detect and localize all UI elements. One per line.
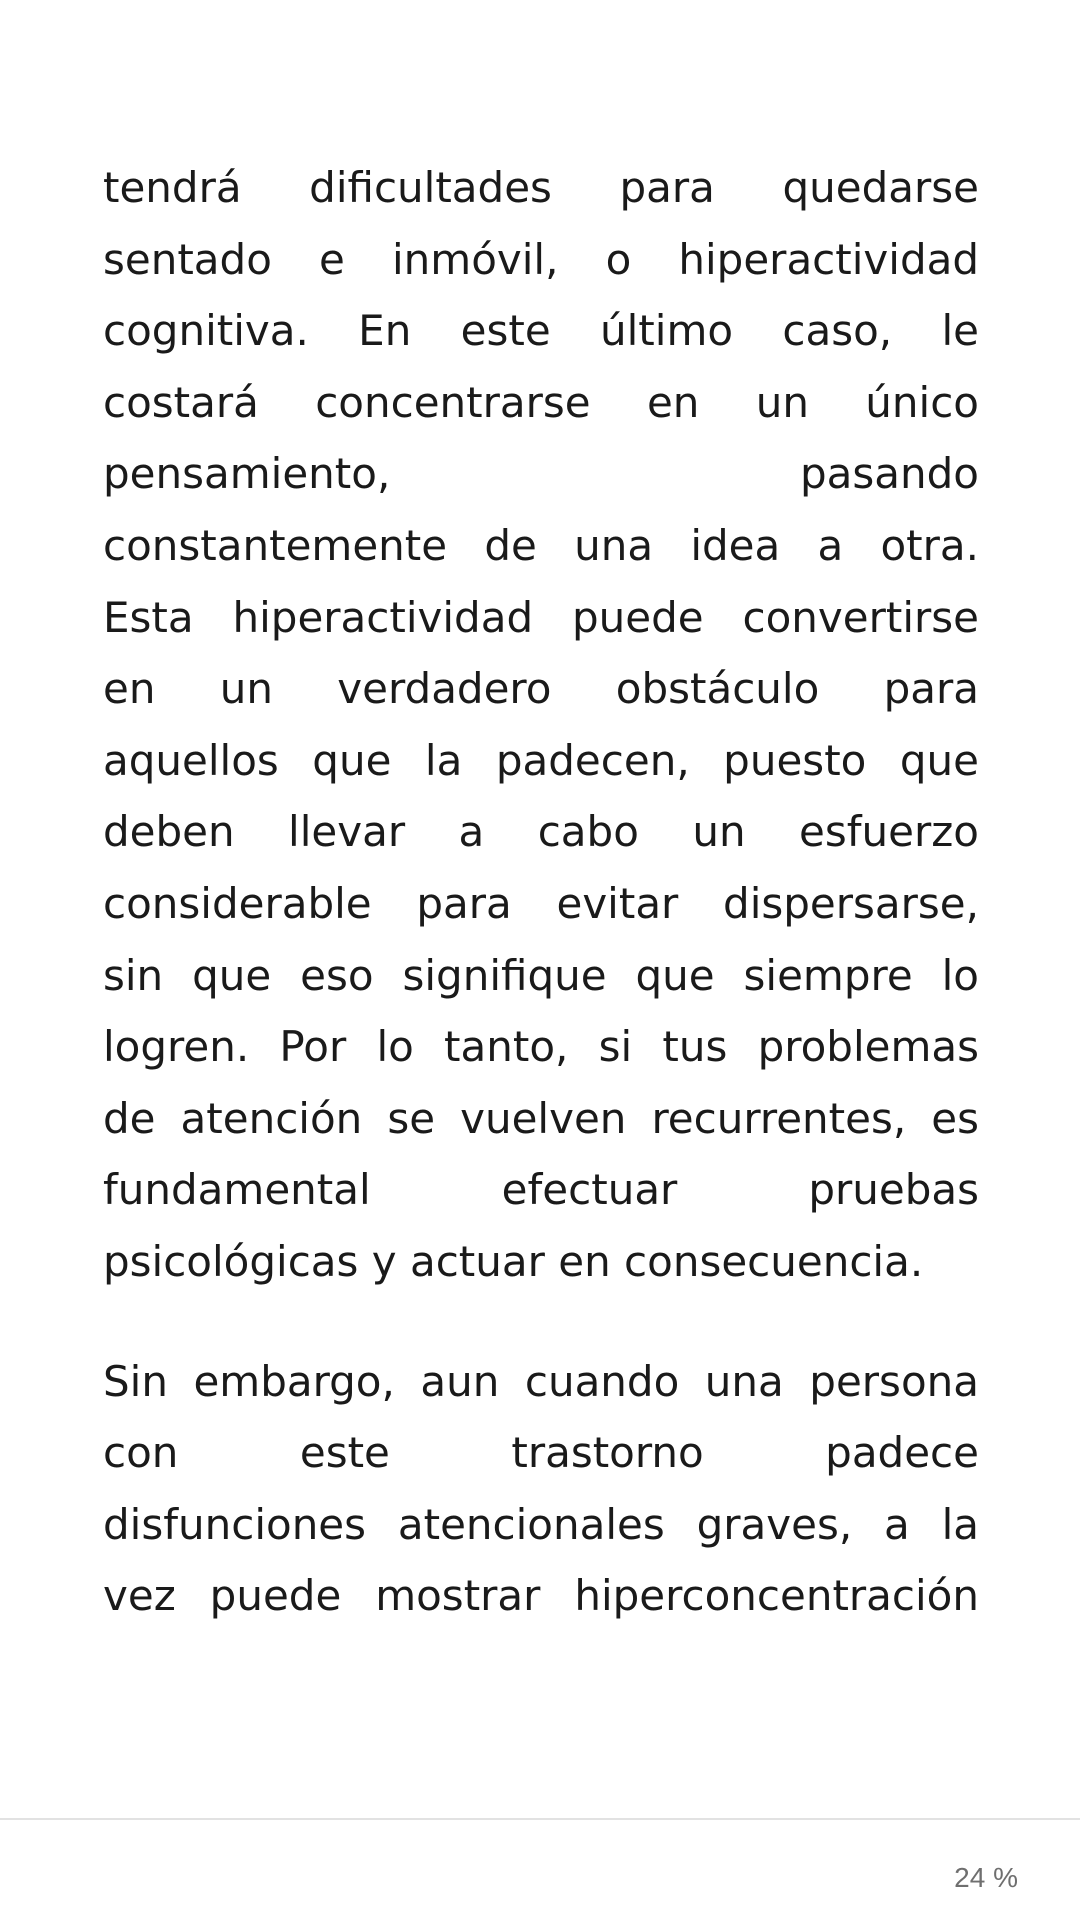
text-line: cognitiva. En este último caso, le (103, 306, 979, 356)
text-line: sin que eso signifique que siempre lo (103, 950, 979, 1000)
text-line: sentado e inmóvil, o hiperactividad (103, 234, 979, 284)
text-line: de atención se vuelven recurrentes, es (103, 1093, 979, 1143)
text-line: deben llevar a cabo un esfuerzo (103, 807, 979, 857)
paragraph (103, 1346, 979, 1632)
text-line: constantemente de una idea a otra. (103, 520, 979, 570)
text-line: Esta hiperactividad puede convertirse (103, 592, 979, 642)
text-line: costará concentrarse en un único (103, 377, 979, 427)
text-line: Sin embargo, aun cuando una persona (103, 1356, 979, 1406)
text-line: en un verdadero obstáculo para (103, 664, 979, 714)
paragraph (103, 152, 979, 1298)
text-line: psicológicas y actuar en consecuencia. (103, 1236, 924, 1286)
text-line: disfunciones atencionales graves, a la (103, 1499, 979, 1549)
text-line: vez puede mostrar hiperconcentración (103, 1571, 979, 1621)
text-line: logren. Por lo tanto, si tus problemas (103, 1022, 979, 1072)
text-line: aquellos que la padecen, puesto que (103, 735, 979, 785)
text-line: tendrá dificultades para quedarse (103, 163, 979, 212)
text-line: fundamental efectuar pruebas (103, 1165, 979, 1215)
text-line: con este trastorno padece (103, 1428, 979, 1478)
page-content[interactable] (103, 152, 979, 1680)
reading-progress: 24 % (954, 1862, 1018, 1893)
footer-divider (0, 1818, 1080, 1820)
text-line: pensamiento, pasando (103, 449, 979, 499)
text-line: considerable para evitar dispersarse, (103, 878, 979, 928)
